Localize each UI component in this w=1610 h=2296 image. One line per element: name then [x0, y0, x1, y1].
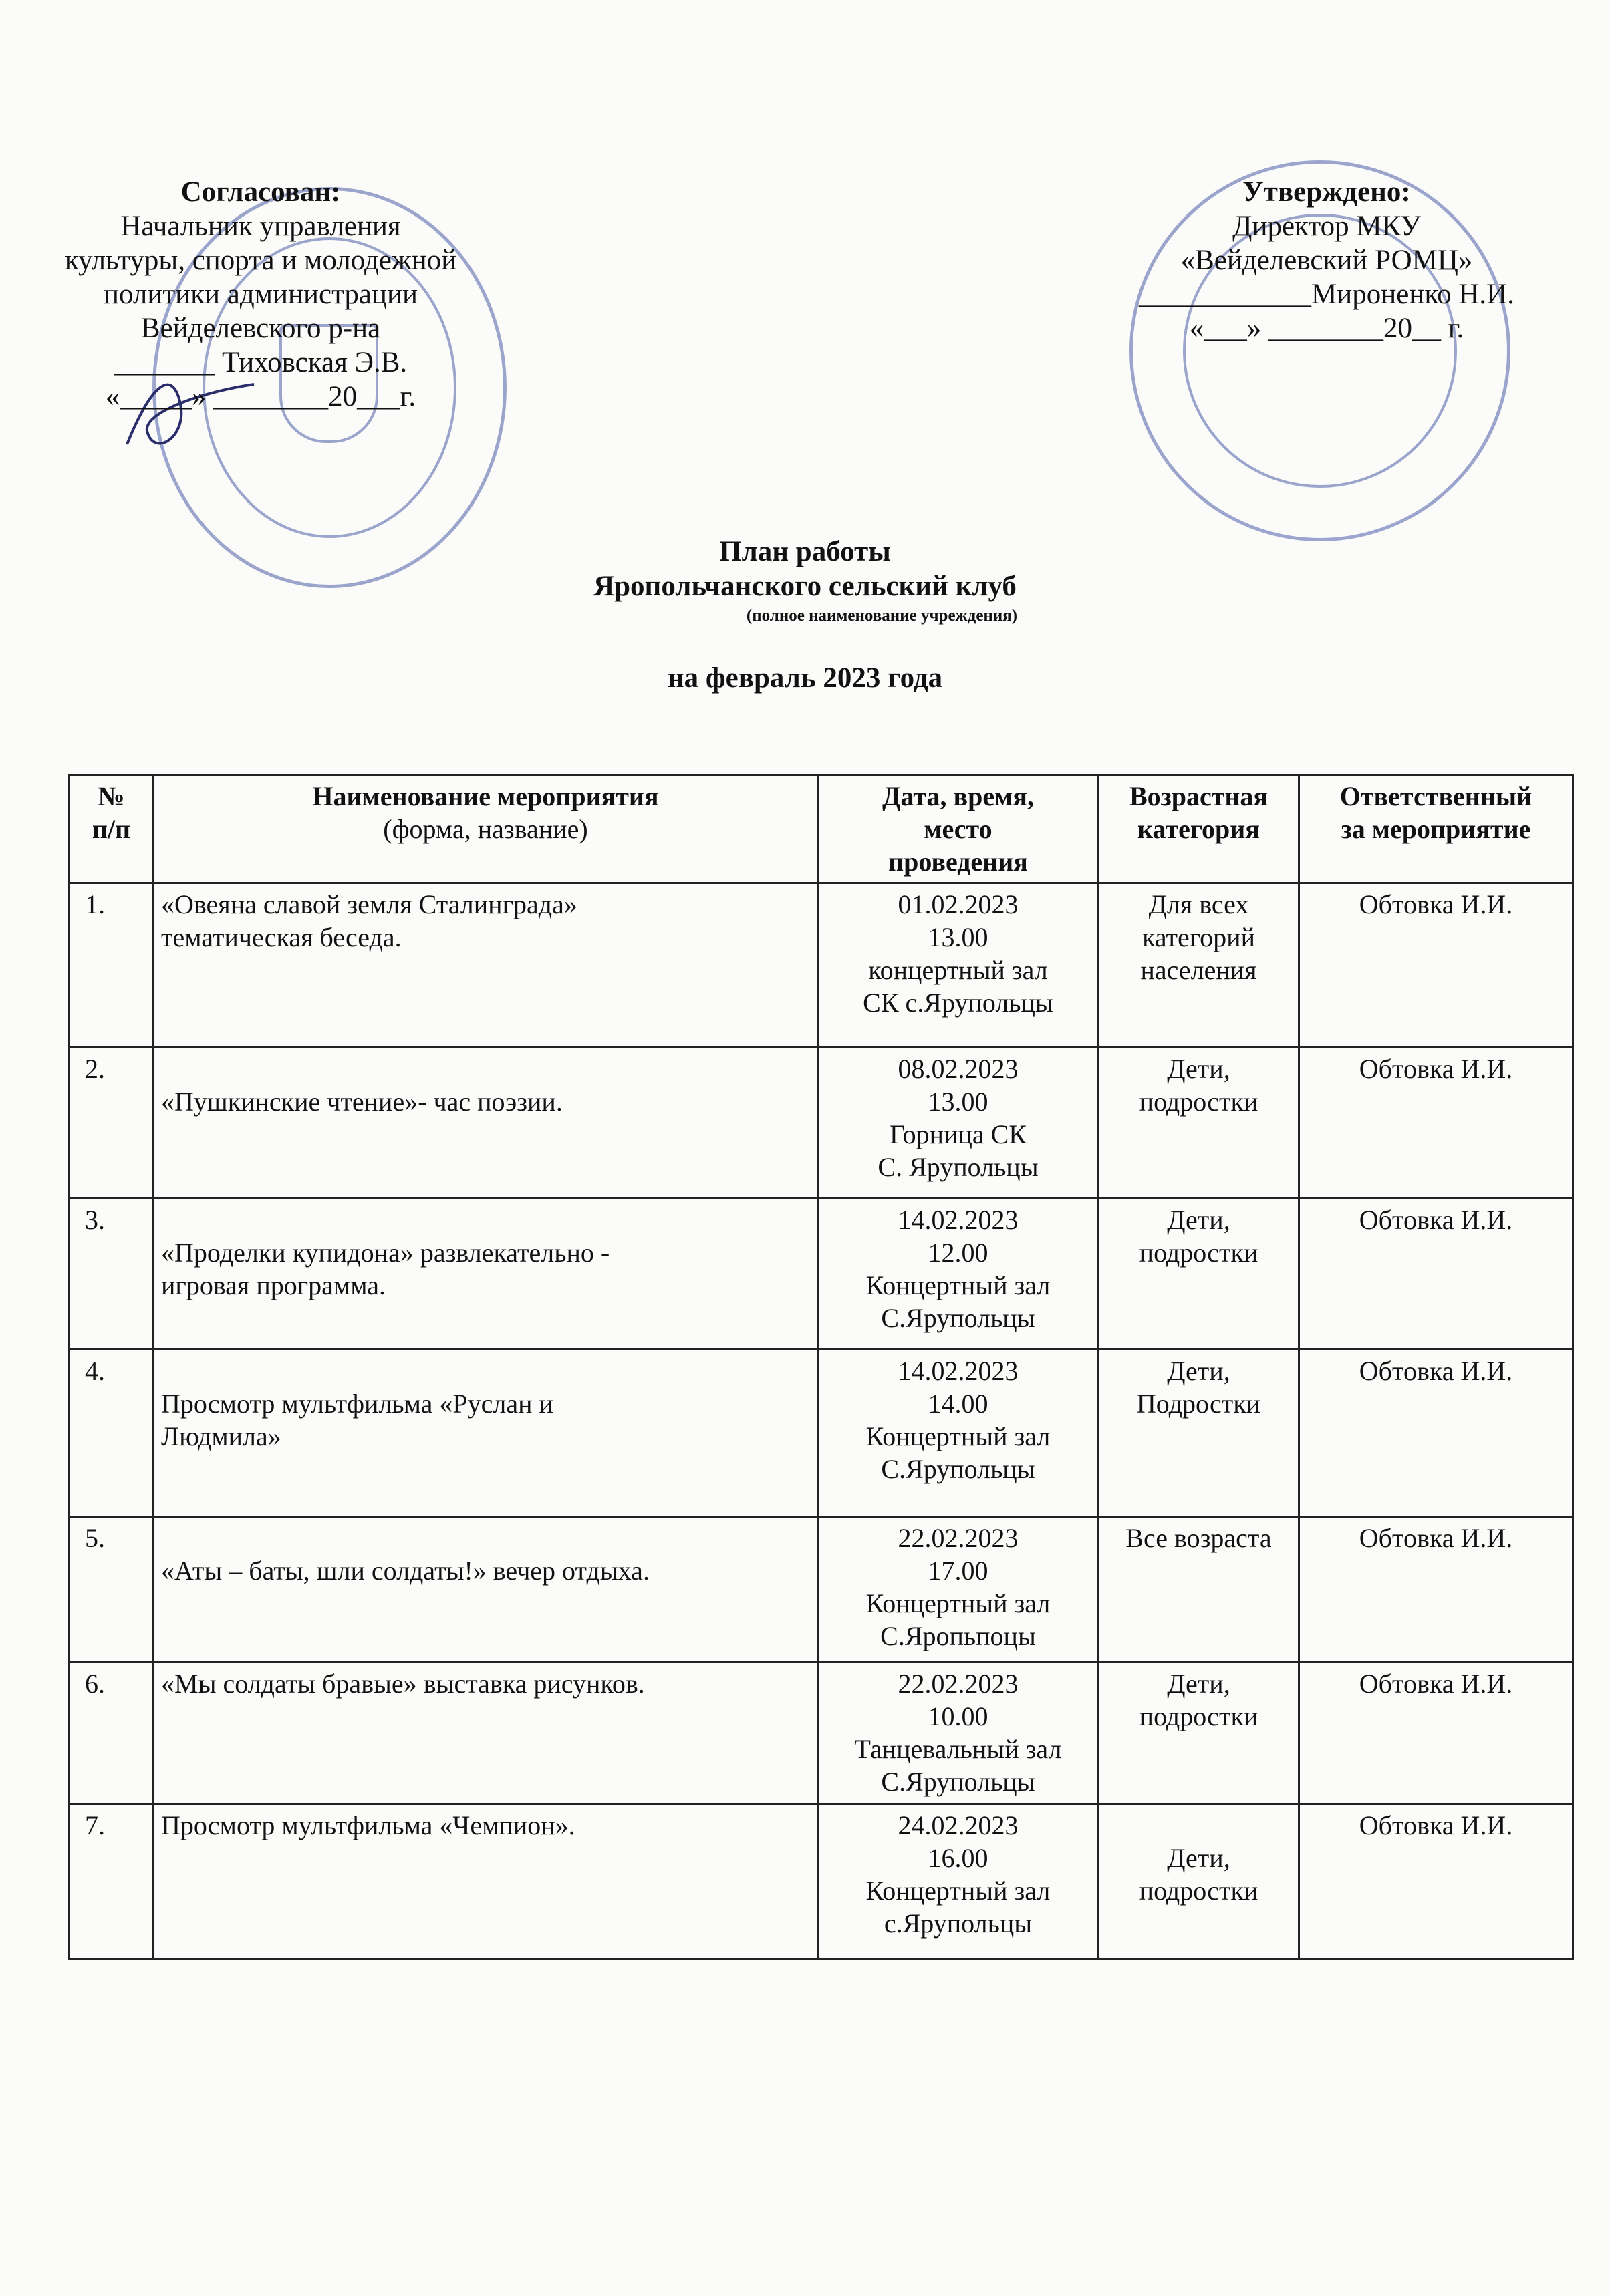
event-name	[154, 1663, 818, 1804]
title-line: Яропольчанского сельский клуб	[593, 571, 1017, 602]
approved-line: «Вейделевский РОМЦ»	[1180, 245, 1473, 276]
age-category	[1099, 1663, 1299, 1804]
header-text: Возрастная	[1129, 781, 1268, 811]
approved-line: Директор МКУ	[1232, 210, 1421, 242]
table-row	[70, 883, 1573, 1048]
responsible: Обтовка И.И.	[1299, 1350, 1573, 1517]
event-date-place-line: 22.02.2023	[898, 1669, 1019, 1699]
age-category-line: Дети,	[1167, 1843, 1230, 1873]
event-name	[154, 1804, 818, 1959]
event-name	[154, 1048, 818, 1199]
event-date-place-line: С.Ярупольцы	[881, 1767, 1035, 1797]
event-name-line: «Пушкинские чтение»- час поэзии.	[161, 1087, 563, 1117]
age-category-line: подростки	[1139, 1087, 1258, 1117]
responsible: Обтовка И.И.	[1299, 1048, 1573, 1199]
event-date-place-line: 14.02.2023	[898, 1205, 1019, 1235]
event-date-place-line: 13.00	[928, 1087, 988, 1117]
header-text: Наименование мероприятия	[312, 781, 659, 811]
event-date-place-line: 14.00	[928, 1389, 988, 1419]
age-category	[1099, 883, 1299, 1048]
plan-period: на февраль 2023 года	[667, 662, 943, 694]
event-date-place-line: концертный зал	[868, 955, 1048, 985]
event-date-place	[818, 1804, 1099, 1959]
header-date	[818, 775, 1099, 883]
event-name-line: «Овеяна славой земля Сталинграда»	[161, 889, 577, 919]
event-name-line: «Аты – баты, шли солдаты!» вечер отдыха.	[161, 1556, 650, 1586]
row-number: 3.	[70, 1199, 154, 1350]
approved-heading: Утверждено:	[1242, 176, 1411, 208]
header-text: проведения	[888, 847, 1028, 877]
event-date-place-line: Концертный зал	[865, 1421, 1051, 1451]
agreed-line: культуры, спорта и молодежной	[64, 245, 457, 276]
event-date-place-line: Концертный зал	[865, 1876, 1051, 1906]
age-category-line	[1106, 1809, 1291, 1842]
event-date-place-line: 24.02.2023	[898, 1810, 1019, 1840]
agreed-line: политики администрации	[103, 279, 418, 310]
event-date-place-line: С. Ярупольцы	[878, 1152, 1039, 1182]
table-row	[70, 1048, 1573, 1199]
page-subtitle: (полное наименование учреждения)	[746, 607, 1018, 625]
event-date-place-line: с.Ярупольцы	[884, 1908, 1033, 1939]
header-age	[1099, 775, 1299, 883]
header-text: (форма, название)	[383, 814, 588, 844]
event-date-place-line: 22.02.2023	[898, 1523, 1019, 1553]
age-category	[1099, 1804, 1299, 1959]
event-date-place	[818, 1663, 1099, 1804]
age-category-line: Подростки	[1136, 1389, 1261, 1419]
event-name	[154, 1350, 818, 1517]
event-date-place-line: 13.00	[928, 922, 988, 952]
responsible: Обтовка И.И.	[1299, 1663, 1573, 1804]
event-name-line: Просмотр мультфильма «Руслан и	[161, 1389, 553, 1419]
table-row	[70, 1517, 1573, 1663]
event-date-place-line: С.Ярупольцы	[881, 1303, 1035, 1333]
age-category-line: подростки	[1139, 1238, 1258, 1268]
event-name	[154, 1199, 818, 1350]
event-date-place-line: 12.00	[928, 1238, 988, 1268]
row-number: 1.	[70, 883, 154, 1048]
row-number: 4.	[70, 1350, 154, 1517]
event-date-place	[818, 1517, 1099, 1663]
event-date-place-line: Горница СК	[890, 1119, 1027, 1149]
header-text: место	[924, 814, 992, 844]
age-category	[1099, 1199, 1299, 1350]
event-date-place-line: Танцевальный зал	[854, 1734, 1062, 1764]
event-name-line	[161, 1052, 810, 1085]
table-header-row	[70, 775, 1573, 883]
event-name-line: игровая программа.	[161, 1270, 386, 1300]
plan-table	[68, 774, 1574, 1960]
event-name-line	[161, 1203, 810, 1236]
age-category	[1099, 1048, 1299, 1199]
event-name-line: «Проделки купидона» развлекательно -	[161, 1238, 610, 1268]
event-name-line: Просмотр мультфильма «Чемпион».	[161, 1810, 575, 1840]
age-category-line: подростки	[1139, 1701, 1258, 1731]
age-category-line: Дети,	[1167, 1669, 1230, 1699]
agreed-line: «_____» ________20___г.	[105, 381, 416, 412]
agreed-line: _______ Тиховская Э.В.	[114, 347, 408, 378]
event-name-line	[161, 1354, 810, 1387]
approved-line: ____________Мироненко Н.И.	[1139, 279, 1514, 310]
event-date-place-line: Концертный зал	[865, 1270, 1051, 1300]
event-name-line: тематическая беседа.	[161, 922, 402, 952]
agreed-heading: Согласован:	[180, 176, 341, 208]
table-row	[70, 1804, 1573, 1959]
event-date-place-line: 08.02.2023	[898, 1054, 1019, 1084]
event-date-place-line: С.Ярупольцы	[881, 1454, 1035, 1484]
agreed-line: Вейделевского р-на	[140, 313, 381, 344]
approved-block	[1096, 175, 1557, 345]
header-text: Ответственный	[1339, 781, 1532, 811]
row-number: 2.	[70, 1048, 154, 1199]
event-name-line: «Мы солдаты бравые» выставка рисунков.	[161, 1669, 645, 1699]
header-text: №	[98, 781, 125, 811]
header-name	[154, 775, 818, 883]
event-name	[154, 1517, 818, 1663]
table-row	[70, 1350, 1573, 1517]
header-text: категория	[1137, 814, 1260, 844]
event-date-place-line: Концертный зал	[865, 1588, 1051, 1618]
approved-line: «___» ________20__ г.	[1189, 313, 1464, 344]
responsible: Обтовка И.И.	[1299, 1517, 1573, 1663]
row-number: 6.	[70, 1663, 154, 1804]
age-category-line: Дети,	[1167, 1205, 1230, 1235]
event-name-line: Людмила»	[161, 1421, 281, 1451]
event-date-place-line: 10.00	[928, 1701, 988, 1731]
header-num	[70, 775, 154, 883]
age-category-line: подростки	[1139, 1876, 1258, 1906]
event-name	[154, 883, 818, 1048]
responsible: Обтовка И.И.	[1299, 1804, 1573, 1959]
page-title	[0, 535, 1610, 604]
agreed-line: Начальник управления	[120, 210, 401, 242]
table-row	[70, 1663, 1573, 1804]
responsible: Обтовка И.И.	[1299, 1199, 1573, 1350]
event-date-place	[818, 1199, 1099, 1350]
header-text: за мероприятие	[1341, 814, 1531, 844]
table-body	[70, 883, 1573, 1959]
event-name-line	[161, 1522, 810, 1554]
event-date-place-line: СК с.Ярупольцы	[863, 988, 1053, 1018]
age-category-line: населения	[1140, 955, 1257, 985]
age-category-line: Все возраста	[1125, 1523, 1272, 1553]
agreed-block	[13, 175, 508, 414]
row-number: 7.	[70, 1804, 154, 1959]
title-line: План работы	[719, 536, 891, 567]
age-category-line: Дети,	[1167, 1356, 1230, 1386]
row-number: 5.	[70, 1517, 154, 1663]
event-date-place-line: 17.00	[928, 1556, 988, 1586]
header-text: Дата, время,	[882, 781, 1035, 811]
event-date-place-line: 16.00	[928, 1843, 988, 1873]
event-date-place	[818, 1350, 1099, 1517]
event-date-place-line: С.Яропьпоцы	[880, 1621, 1036, 1651]
responsible: Обтовка И.И.	[1299, 883, 1573, 1048]
event-date-place-line: 01.02.2023	[898, 889, 1019, 919]
event-date-place	[818, 883, 1099, 1048]
age-category-line: Дети,	[1167, 1054, 1230, 1084]
header-text: п/п	[92, 814, 131, 844]
table-row	[70, 1199, 1573, 1350]
event-date-place	[818, 1048, 1099, 1199]
age-category-line: категорий	[1142, 922, 1255, 952]
age-category-line: Для всех	[1148, 889, 1249, 919]
age-category	[1099, 1350, 1299, 1517]
header-responsible	[1299, 775, 1573, 883]
event-date-place-line: 14.02.2023	[898, 1356, 1019, 1386]
age-category	[1099, 1517, 1299, 1663]
